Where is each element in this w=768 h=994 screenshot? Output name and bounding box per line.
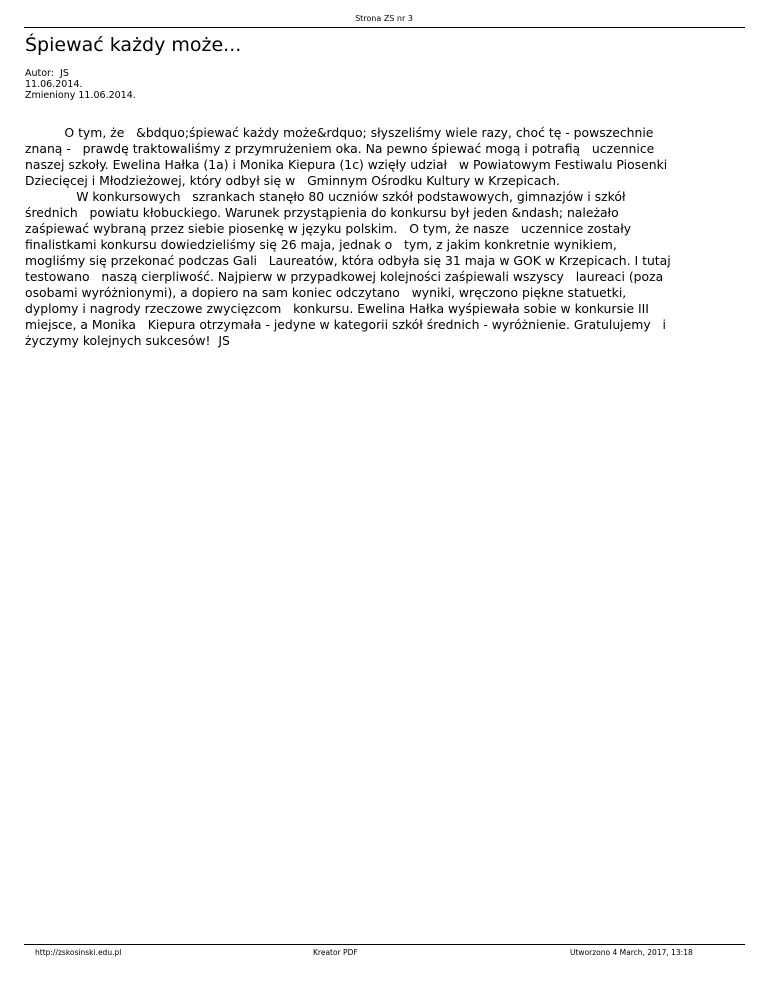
body-line: życzymy kolejnych sukcesów! JS — [25, 333, 230, 348]
body-line: osobami wyróżnionymi), a dopiero na sam koniec odczytano wyniki, wręczono piękne statuetki, — [25, 285, 627, 300]
body-line: zaśpiewać wybraną przez siebie piosenkę w języku polskim. O tym, że nasze uczennice zostały — [25, 221, 632, 236]
body-line: dyplomy i nagrody rzeczowe zwycięzcom konkursu. Ewelina Hałka wyśpiewała sobie w konkursie III — [25, 301, 649, 316]
page-header-label: Strona ZS nr 3 — [355, 14, 413, 23]
body-line: O tym, że &bdquo;śpiewać każdy może&rdquo; słyszeliśmy wiele razy, choć tę - powszechnie — [25, 125, 654, 140]
article-author: Autor: JS — [25, 68, 69, 79]
article-meta — [25, 68, 136, 101]
body-line: mogliśmy się przekonać podczas Gali Laureatów, która odbyła się 31 maja w GOK w Krzepicach. I tutaj — [25, 253, 671, 268]
footer-generator: Kreator PDF — [313, 948, 358, 957]
body-line: miejsce, a Monika Kiepura otrzymała - jedyne w kategorii szkół średnich - wyróżnienie. Gratulujemy i — [25, 317, 666, 332]
article-title: Śpiewać każdy może... — [25, 34, 242, 56]
article-date: 11.06.2014. — [25, 79, 83, 90]
body-line: finalistkami konkursu dowiedzieliśmy się 26 maja, jednak o tym, z jakim konkretnie wynikiem, — [25, 237, 617, 252]
article-modified: Zmieniony 11.06.2014. — [25, 90, 136, 101]
body-line: testowano naszą cierpliwość. Najpierw w przypadkowej kolejności zaśpiewali wszyscy laureaci (poza — [25, 269, 664, 284]
footer-created: Utworzono 4 March, 2017, 13:18 — [570, 948, 693, 957]
article-body — [25, 125, 745, 349]
body-line: Dziecięcej i Młodzieżowej, który odbył się w Gminnym Ośrodku Kultury w Krzepicach. — [25, 173, 560, 188]
footer-url: http://zskosinski.edu.pl — [35, 948, 122, 957]
body-line: W konkursowych szrankach stanęło 80 uczniów szkół podstawowych, gimnazjów i szkół — [25, 189, 626, 204]
body-line: znaną - prawdę traktowaliśmy z przymrużeniem oka. Na pewno śpiewać mogą i potrafią uczennice — [25, 141, 655, 156]
body-line: naszej szkoły. Ewelina Hałka (1a) i Monika Kiepura (1c) wzięły udział w Powiatowym Festiwalu Piosenki — [25, 157, 668, 172]
footer-divider — [24, 944, 745, 945]
header-divider — [24, 27, 745, 28]
body-line: średnich powiatu kłobuckiego. Warunek przystąpienia do konkursu był jeden &ndash; należało — [25, 205, 619, 220]
